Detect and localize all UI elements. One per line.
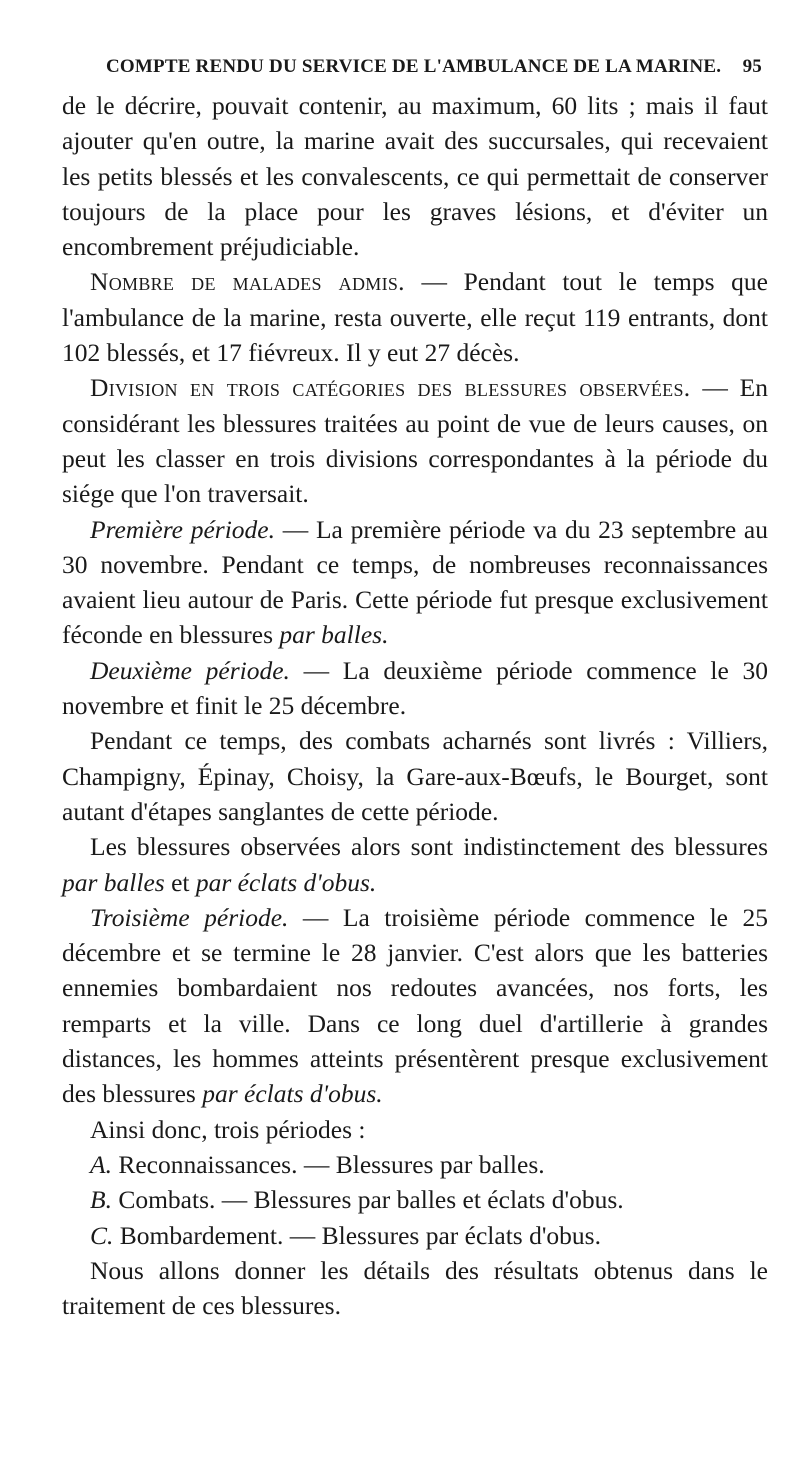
- paragraph-first-period: [62, 512, 768, 653]
- paragraph-wounds-observed: [62, 829, 768, 900]
- paragraph-combats: [62, 723, 768, 829]
- paragraph-text: — Pendant tout le temps que l'ambulance de la marine, resta ouverte, elle reçut 119 entrants, dont 102 blessés, et 17 fiévreux. Il y eut 27 décès.: [62, 267, 768, 368]
- running-head: [106, 50, 768, 84]
- paragraph-summary-intro: [62, 1112, 768, 1147]
- paragraph-second-period: [62, 653, 768, 724]
- period-heading: Deuxième période.: [90, 655, 290, 685]
- section-heading: Nombre de malades admis.: [90, 267, 405, 297]
- period-heading: Troisième période.: [90, 902, 289, 932]
- paragraph-text: Les blessures observées alors sont indistinctement des blessures: [90, 832, 768, 862]
- paragraph-bed-capacity: [62, 88, 768, 264]
- list-letter: A.: [90, 1149, 112, 1179]
- section-heading: Division en trois catégories des blessures observées.: [90, 373, 691, 403]
- paragraph-text: Ainsi donc, trois périodes :: [90, 1114, 366, 1144]
- list-text: Reconnaissances. — Blessures par balles.: [111, 1149, 545, 1179]
- paragraph-text: de le décrire, pouvait contenir, au maximum, 60 lits ; mais il faut ajouter qu'en outre, la marine avait des succursales, qui recevaient les petits blessés et les convalescents, ce qui permettait de conserver toujours de la place pour les graves lésions, et d'éviter un encombrement préjudiciable.: [62, 91, 768, 262]
- emphasis: par balles.: [279, 620, 389, 650]
- period-heading: Première période.: [90, 514, 275, 544]
- paragraph-text: — La troisième période commence le 25 décembre et se termine le 28 janvier. C'est alors que les batteries ennemies bombardaient nos redoutes avancées, nos forts, les remparts et la ville. Dans ce long duel d'artillerie à grandes distances, les hommes atteints présentèrent presque exclusivement des blessures: [62, 902, 769, 1109]
- body-text: [62, 88, 768, 1323]
- emphasis: par balles: [62, 867, 165, 897]
- emphasis: par éclats d'obus.: [195, 867, 377, 897]
- list-item: [62, 1147, 768, 1182]
- paragraph-division: [62, 370, 768, 511]
- paragraph-third-period: [62, 900, 768, 1112]
- paragraph-text: Pendant ce temps, des combats acharnés sont livrés : Villiers, Champigny, Épinay, Choisy, la Gare-aux-Bœufs, le Bourget, sont autant d'étapes sanglantes de cette période.: [62, 726, 768, 826]
- list-text: Bombardement. — Blessures par éclats d'obus.: [113, 1220, 601, 1250]
- paragraph-text: — La première période va du 23 septembre au 30 novembre. Pendant ce temps, de nombreuses reconnaissances avaient lieu autour de Paris. Cette période fut presque exclusivement féconde en blessures: [62, 514, 768, 650]
- paragraph-text: et: [164, 867, 196, 897]
- emphasis: par éclats d'obus.: [202, 1079, 383, 1109]
- list-text: Combats. — Blessures par balles et éclats d'obus.: [111, 1185, 624, 1215]
- paragraph-admissions: [62, 264, 768, 370]
- list-letter: C.: [90, 1220, 114, 1250]
- document-page: [62, 50, 768, 1323]
- paragraph-text: — La deuxième période commence le 30 novembre et finit le 25 décembre.: [62, 655, 768, 721]
- page-number: 95: [742, 56, 762, 77]
- paragraph-closing: [62, 1253, 768, 1324]
- list-item: [62, 1218, 768, 1253]
- paragraph-text: — En considérant les blessures traitées au point de vue de leurs causes, on peut les classer en trois divisions correspondantes à la période du siége que l'on traversait.: [62, 373, 768, 509]
- running-head-title: COMPTE RENDU DU SERVICE DE L'AMBULANCE DE LA MARINE.: [106, 56, 722, 77]
- list-item: [62, 1182, 768, 1217]
- paragraph-text: Nous allons donner les détails des résultats obtenus dans le traitement de ces blessures.: [62, 1255, 768, 1321]
- list-letter: B.: [90, 1185, 112, 1215]
